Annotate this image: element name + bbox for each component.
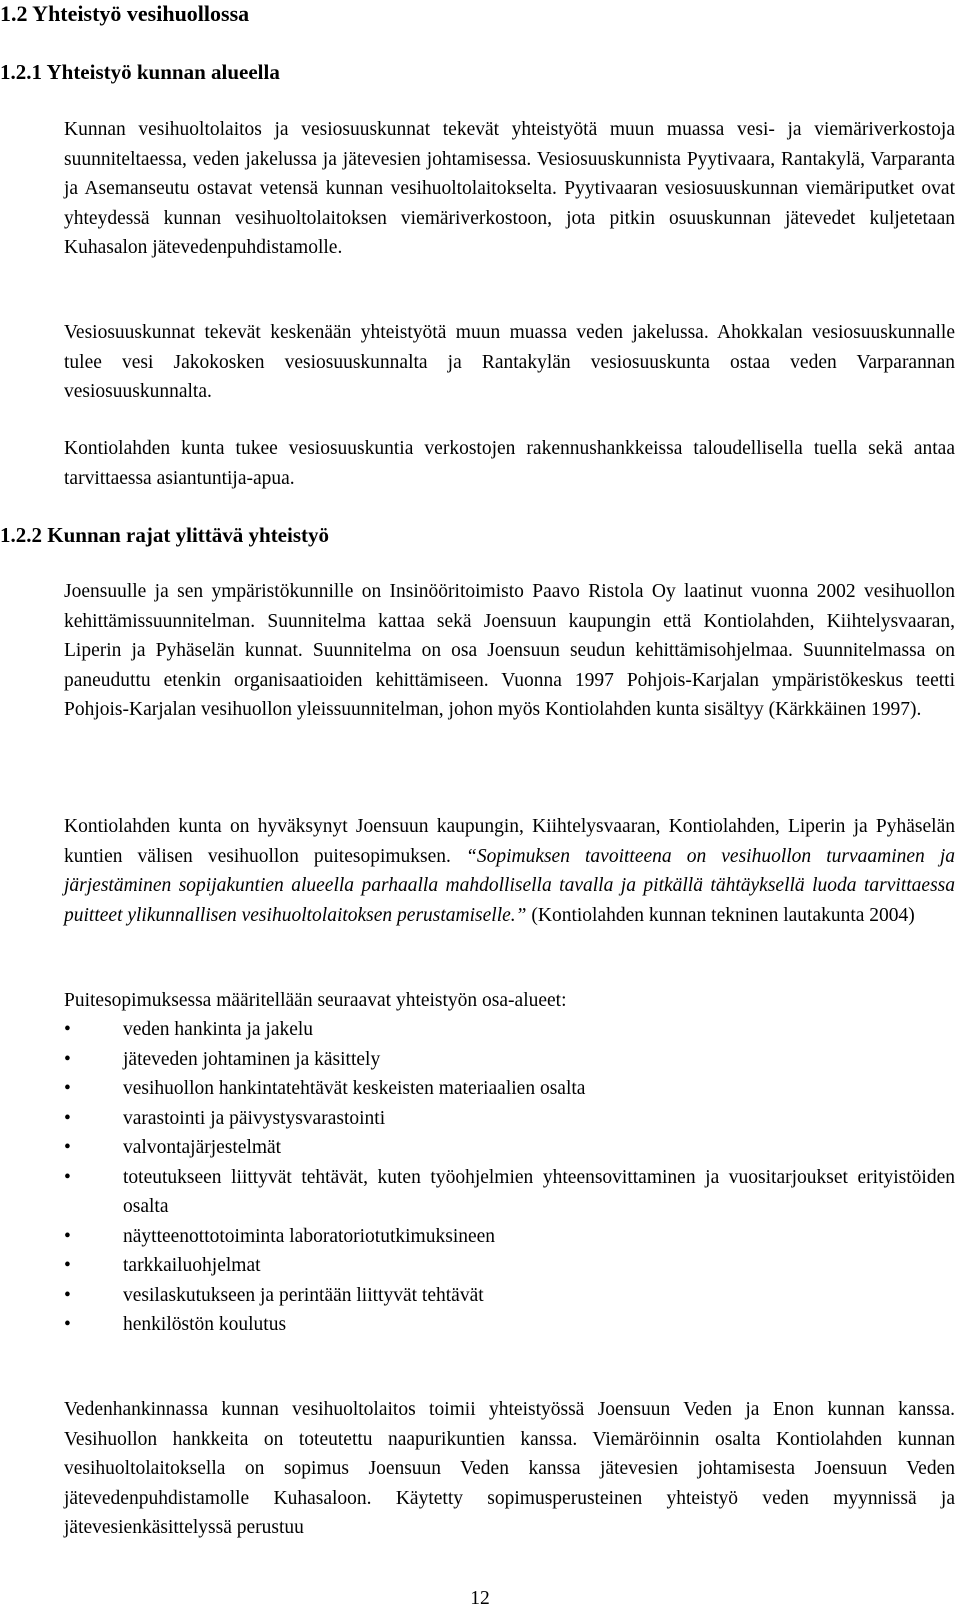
bullet-icon: • — [64, 1255, 71, 1276]
list-item-text: varastointi ja päivystysvarastointi — [123, 1107, 386, 1129]
page-number: 12 — [470, 1588, 490, 1609]
bullet-icon: • — [64, 1314, 71, 1335]
list-item-text: näytteenottotoiminta laboratoriotutkimuksineen — [123, 1225, 496, 1247]
list-item-text: valvontajärjestelmät — [123, 1137, 282, 1158]
section-heading: 1.2 Yhteistyö vesihuollossa — [0, 1, 250, 26]
list-item — [64, 1310, 955, 1340]
list-item-text: vesihuollon hankintatehtävät keskeisten materiaalien osalta — [123, 1078, 586, 1099]
bullet-icon: • — [64, 1225, 71, 1247]
list-intro: Puitesopimuksessa määritellään seuraavat yhteistyön osa-alueet: — [64, 990, 567, 1011]
list-item — [64, 1222, 955, 1252]
list-item-text: tarkkailuohjelmat — [123, 1255, 261, 1276]
bullet-icon: • — [64, 1166, 71, 1188]
subsection-heading-1-2-1: 1.2.1 Yhteistyö kunnan alueella — [0, 60, 280, 84]
paragraph-water-procurement: Vedenhankinnassa kunnan vesihuoltolaitos toimii yhteistyössä Joensuun Veden ja Enon kunnan kanssa. Vesihuollon hankkeita on toteutettu naapurikuntien kanssa. Viemäröinnin osalta Kontiolahden kunnan vesihuoltolaitoksella on sopimus Joensuun Veden kanssa jätevesien johtamisesta Joensuun Veden jätevedenpuhdistamolle Kuhasaloon. Käytetty sopimusperusteinen yhteistyö veden myynnissä ja jätevesienkäsittelyssä perustuu — [64, 1399, 955, 1538]
list-item-text: jäteveden johtaminen ja käsittely — [123, 1048, 381, 1070]
cooperation-areas-list — [64, 1015, 955, 1340]
list-item — [64, 1074, 955, 1104]
list-item-text: henkilöstön koulutus — [123, 1314, 287, 1335]
agreement-quote: “Sopimuksen tavoitteena on vesihuollon turvaaminen ja järjestäminen sopijakuntien alueella parhaalla mahdollisella tavalla ja pitkällä tähtäyksellä luoda tarvittaessa puitteet ylikunnallisen vesihuoltolaitoksen perustamiselle.” — [64, 845, 955, 926]
bullet-icon: • — [64, 1284, 71, 1306]
paragraph-municipal-support: Kontiolahden kunta tukee vesiosuuskuntia verkostojen rakennushankkeissa taloudellisella tuella sekä antaa tarvittaessa asiantuntija-apua. — [64, 438, 955, 489]
list-item-text: veden hankinta ja jakelu — [123, 1019, 314, 1040]
list-item-text: vesilaskutukseen ja perintään liittyvät tehtävät — [123, 1284, 484, 1306]
quote-citation: (Kontiolahden kunnan tekninen lautakunta 2004) — [526, 904, 915, 926]
subsection-heading-1-2-2: 1.2.2 Kunnan rajat ylittävä yhteistyö — [0, 523, 330, 547]
list-item — [64, 1281, 955, 1311]
list-item — [64, 1163, 955, 1222]
list-item — [64, 1133, 955, 1163]
list-item — [64, 1251, 955, 1281]
list-item — [64, 1015, 955, 1045]
paragraph-cooperatives-distribution: Vesiosuuskunnat tekevät keskenään yhteistyötä muun muassa veden jakelussa. Ahokkalan vesiosuuskunnalle tulee vesi Jakokosken vesiosuuskunnalta ja Rantakylän vesiosuuskunta ostaa veden Varparannan vesiosuuskunnalta. — [64, 322, 955, 402]
bullet-icon: • — [64, 1107, 71, 1129]
paragraph-cooperation-municipal: Kunnan vesihuoltolaitos ja vesiosuuskunnat tekevät yhteistyötä muun muassa vesi- ja viemäriverkostoja suunniteltaessa, veden jakelussa ja jätevesien johtamisessa. Vesiosuuskunnista Pyytivaara, Rantakylä, Varparanta ja Asemanseutu ostavat vetensä kunnan vesihuoltolaitokselta. Pyytivaaran vesiosuuskunnan viemäriputket ovat yhteydessä kunnan vesihuoltolaitoksen viemäriverkostoon, jota pitkin osuuskunnan jätevedet kuljetetaan Kuhasalon jätevedenpuhdistamolle. — [64, 119, 955, 258]
bullet-icon: • — [64, 1048, 71, 1070]
bullet-icon: • — [64, 1137, 71, 1158]
list-item — [64, 1104, 955, 1134]
bullet-icon: • — [64, 1078, 71, 1099]
list-item — [64, 1045, 955, 1075]
bullet-icon: • — [64, 1019, 71, 1040]
paragraph-framework-agreement — [64, 812, 955, 930]
framework-agreement-text: Kontiolahden kunta on hyväksynyt Joensuun kaupungin, Kiihtelysvaaran, Kontiolahden, Liperin ja Pyhäselän kuntien välisen vesihuollon puitesopimuksen. — [64, 816, 955, 867]
paragraph-development-plan: Joensuulle ja sen ympäristökunnille on Insinööritoimisto Paavo Ristola Oy laatinut vuonna 2002 vesihuollon kehittämissuunnitelman. Suunnitelma kattaa sekä Joensuun kaupungin että Kontiolahden, Kiihtelysvaaran, Liperin ja Pyhäselän kunnat. Suunnitelma on osa Joensuun seudun kehittämisohjelmaa. Suunnitelmassa on paneuduttu etenkin organisaatioiden kehittämiseen. Vuonna 1997 Pohjois-Karjalan ympäristökeskus teetti Pohjois-Karjalan vesihuollon yleissuunnitelman, johon myös Kontiolahden kunta sisältyy (Kärkkäinen 1997). — [64, 581, 955, 720]
list-item-text: toteutukseen liittyvät tehtävät, kuten työohjelmien yhteensovittaminen ja vuositarjoukset erityistöiden osalta — [123, 1166, 955, 1217]
